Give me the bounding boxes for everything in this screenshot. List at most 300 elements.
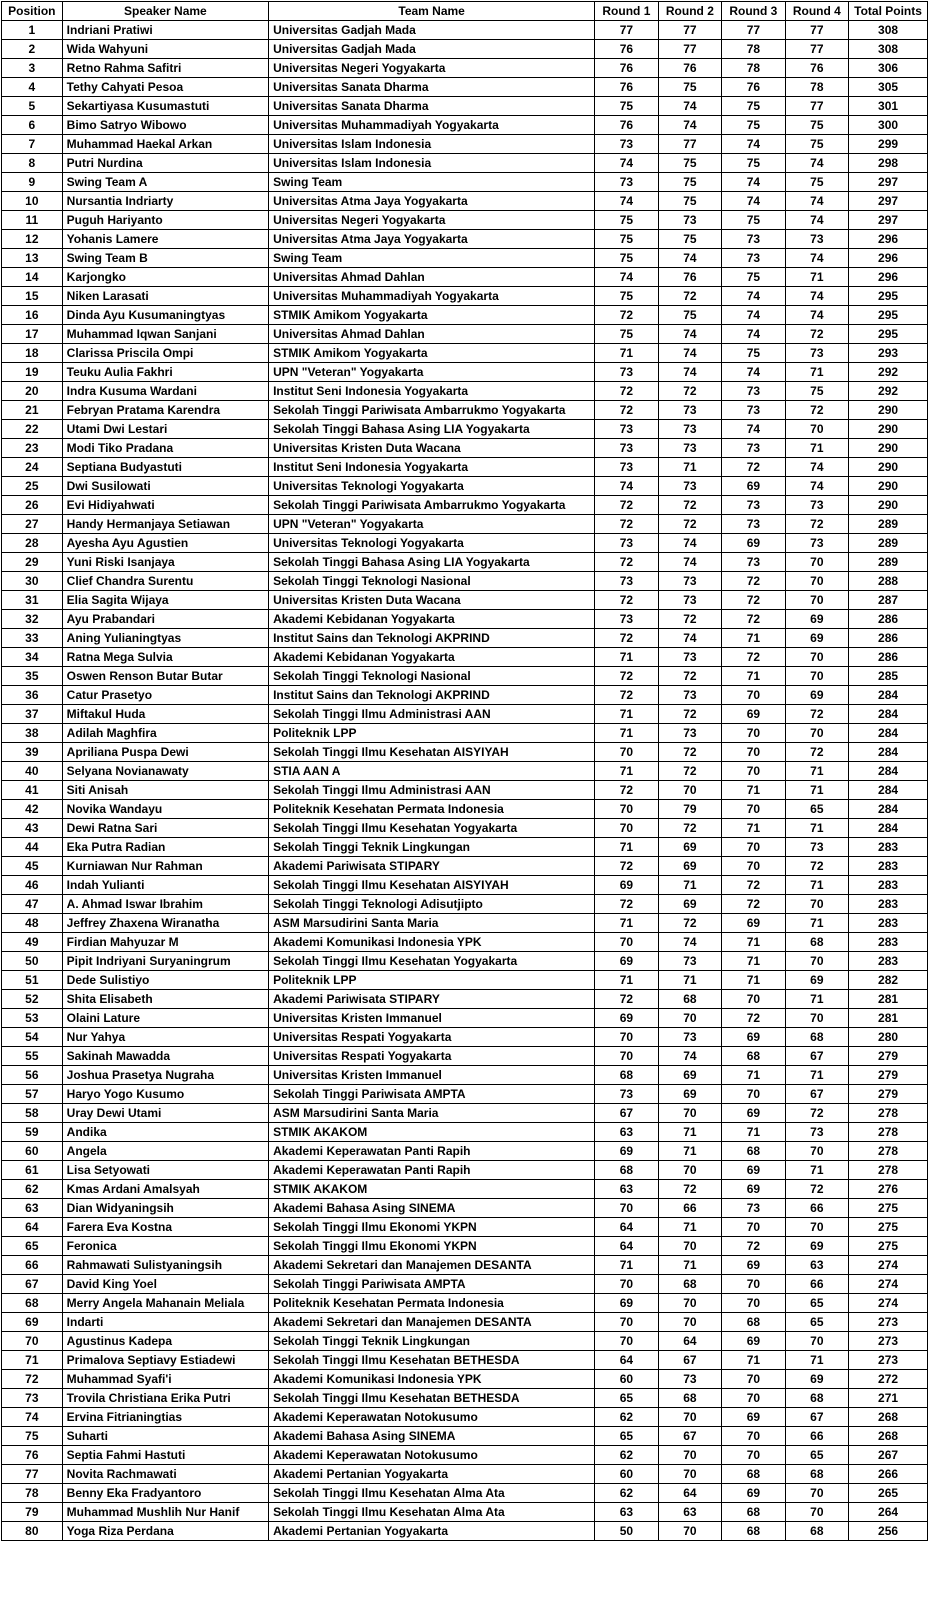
table-row <box>2 458 928 477</box>
speaker-name-cell: Kmas Ardani Amalsyah <box>62 1180 268 1199</box>
round-4-cell: 71 <box>785 819 848 838</box>
round-3-cell: 75 <box>722 344 785 363</box>
position-cell: 70 <box>2 1332 63 1351</box>
speaker-name-cell: Lisa Setyowati <box>62 1161 268 1180</box>
total-points-cell: 273 <box>849 1332 928 1351</box>
round-1-cell: 71 <box>595 724 658 743</box>
total-points-cell: 266 <box>849 1465 928 1484</box>
header-total-points: Total Points <box>849 2 928 21</box>
round-2-cell: 69 <box>658 857 721 876</box>
round-3-cell: 74 <box>722 325 785 344</box>
team-name-cell: Akademi Keperawatan Panti Rapih <box>269 1161 595 1180</box>
round-4-cell: 71 <box>785 268 848 287</box>
speaker-name-cell: Adilah Maghfira <box>62 724 268 743</box>
round-3-cell: 74 <box>722 173 785 192</box>
round-3-cell: 75 <box>722 154 785 173</box>
position-cell: 57 <box>2 1085 63 1104</box>
table-row <box>2 1237 928 1256</box>
speaker-name-cell: Handy Hermanjaya Setiawan <box>62 515 268 534</box>
round-1-cell: 72 <box>595 553 658 572</box>
team-name-cell: Sekolah Tinggi Pariwisata Ambarrukmo Yogyakarta <box>269 496 595 515</box>
round-2-cell: 72 <box>658 914 721 933</box>
table-row <box>2 287 928 306</box>
total-points-cell: 256 <box>849 1522 928 1541</box>
round-4-cell: 69 <box>785 971 848 990</box>
round-1-cell: 50 <box>595 1522 658 1541</box>
round-1-cell: 71 <box>595 705 658 724</box>
speaker-name-cell: Teuku Aulia Fakhri <box>62 363 268 382</box>
round-2-cell: 74 <box>658 249 721 268</box>
round-2-cell: 71 <box>658 458 721 477</box>
speaker-name-cell: Muhammad Iqwan Sanjani <box>62 325 268 344</box>
total-points-cell: 280 <box>849 1028 928 1047</box>
table-row <box>2 116 928 135</box>
total-points-cell: 290 <box>849 477 928 496</box>
round-2-cell: 74 <box>658 534 721 553</box>
round-1-cell: 71 <box>595 838 658 857</box>
round-2-cell: 75 <box>658 78 721 97</box>
position-cell: 52 <box>2 990 63 1009</box>
position-cell: 45 <box>2 857 63 876</box>
speaker-name-cell: Indra Kusuma Wardani <box>62 382 268 401</box>
round-2-cell: 73 <box>658 952 721 971</box>
position-cell: 38 <box>2 724 63 743</box>
round-2-cell: 73 <box>658 211 721 230</box>
round-2-cell: 73 <box>658 1028 721 1047</box>
total-points-cell: 268 <box>849 1427 928 1446</box>
total-points-cell: 271 <box>849 1389 928 1408</box>
total-points-cell: 308 <box>849 40 928 59</box>
total-points-cell: 289 <box>849 515 928 534</box>
round-4-cell: 75 <box>785 173 848 192</box>
table-row <box>2 1522 928 1541</box>
total-points-cell: 284 <box>849 743 928 762</box>
round-3-cell: 72 <box>722 458 785 477</box>
speaker-name-cell: Joshua Prasetya Nugraha <box>62 1066 268 1085</box>
round-2-cell: 72 <box>658 762 721 781</box>
round-4-cell: 73 <box>785 534 848 553</box>
speaker-name-cell: Sakinah Mawadda <box>62 1047 268 1066</box>
total-points-cell: 295 <box>849 306 928 325</box>
speaker-name-cell: Dewi Ratna Sari <box>62 819 268 838</box>
round-1-cell: 65 <box>595 1389 658 1408</box>
round-2-cell: 67 <box>658 1351 721 1370</box>
speaker-name-cell: Ayu Prabandari <box>62 610 268 629</box>
team-name-cell: Sekolah Tinggi Bahasa Asing LIA Yogyakarta <box>269 553 595 572</box>
round-2-cell: 79 <box>658 800 721 819</box>
round-1-cell: 72 <box>595 401 658 420</box>
round-2-cell: 66 <box>658 1199 721 1218</box>
position-cell: 40 <box>2 762 63 781</box>
round-4-cell: 74 <box>785 192 848 211</box>
team-name-cell: Politeknik LPP <box>269 724 595 743</box>
total-points-cell: 281 <box>849 990 928 1009</box>
total-points-cell: 301 <box>849 97 928 116</box>
table-row <box>2 1484 928 1503</box>
round-2-cell: 70 <box>658 1161 721 1180</box>
position-cell: 32 <box>2 610 63 629</box>
total-points-cell: 290 <box>849 458 928 477</box>
position-cell: 22 <box>2 420 63 439</box>
round-3-cell: 69 <box>722 1104 785 1123</box>
speaker-name-cell: Indriani Pratiwi <box>62 21 268 40</box>
round-2-cell: 74 <box>658 363 721 382</box>
round-2-cell: 71 <box>658 1142 721 1161</box>
round-1-cell: 70 <box>595 743 658 762</box>
round-4-cell: 68 <box>785 1028 848 1047</box>
round-1-cell: 75 <box>595 249 658 268</box>
round-4-cell: 70 <box>785 572 848 591</box>
team-name-cell: Universitas Muhammadiyah Yogyakarta <box>269 287 595 306</box>
speaker-name-cell: Merry Angela Mahanain Meliala <box>62 1294 268 1313</box>
round-1-cell: 72 <box>595 496 658 515</box>
team-name-cell: Sekolah Tinggi Ilmu Administrasi AAN <box>269 781 595 800</box>
round-1-cell: 72 <box>595 629 658 648</box>
round-3-cell: 71 <box>722 952 785 971</box>
round-1-cell: 73 <box>595 420 658 439</box>
round-4-cell: 78 <box>785 78 848 97</box>
round-4-cell: 72 <box>785 857 848 876</box>
round-2-cell: 74 <box>658 116 721 135</box>
round-4-cell: 71 <box>785 1161 848 1180</box>
round-3-cell: 74 <box>722 306 785 325</box>
round-4-cell: 68 <box>785 933 848 952</box>
round-1-cell: 67 <box>595 1104 658 1123</box>
table-row <box>2 1218 928 1237</box>
total-points-cell: 286 <box>849 648 928 667</box>
speaker-name-cell: Andika <box>62 1123 268 1142</box>
round-2-cell: 75 <box>658 230 721 249</box>
round-4-cell: 65 <box>785 1313 848 1332</box>
round-3-cell: 69 <box>722 1256 785 1275</box>
round-1-cell: 75 <box>595 287 658 306</box>
speaker-name-cell: Benny Eka Fradyantoro <box>62 1484 268 1503</box>
team-name-cell: Universitas Ahmad Dahlan <box>269 268 595 287</box>
table-row <box>2 743 928 762</box>
round-3-cell: 75 <box>722 211 785 230</box>
round-2-cell: 72 <box>658 496 721 515</box>
position-cell: 67 <box>2 1275 63 1294</box>
round-2-cell: 75 <box>658 173 721 192</box>
position-cell: 33 <box>2 629 63 648</box>
round-3-cell: 75 <box>722 97 785 116</box>
round-3-cell: 71 <box>722 781 785 800</box>
round-4-cell: 76 <box>785 59 848 78</box>
round-3-cell: 78 <box>722 40 785 59</box>
round-4-cell: 70 <box>785 553 848 572</box>
position-cell: 23 <box>2 439 63 458</box>
round-4-cell: 71 <box>785 363 848 382</box>
table-row <box>2 1370 928 1389</box>
round-2-cell: 74 <box>658 1047 721 1066</box>
team-name-cell: Universitas Respati Yogyakarta <box>269 1047 595 1066</box>
round-3-cell: 72 <box>722 895 785 914</box>
table-row <box>2 762 928 781</box>
round-4-cell: 72 <box>785 401 848 420</box>
round-3-cell: 70 <box>722 762 785 781</box>
speaker-name-cell: Wida Wahyuni <box>62 40 268 59</box>
table-row <box>2 1142 928 1161</box>
speaker-name-cell: Aning Yulianingtyas <box>62 629 268 648</box>
table-row <box>2 249 928 268</box>
speaker-name-cell: Nur Yahya <box>62 1028 268 1047</box>
position-cell: 6 <box>2 116 63 135</box>
round-4-cell: 71 <box>785 1351 848 1370</box>
header-round-1: Round 1 <box>595 2 658 21</box>
position-cell: 35 <box>2 667 63 686</box>
table-row <box>2 515 928 534</box>
round-4-cell: 69 <box>785 1370 848 1389</box>
round-3-cell: 78 <box>722 59 785 78</box>
total-points-cell: 284 <box>849 705 928 724</box>
round-1-cell: 69 <box>595 952 658 971</box>
total-points-cell: 278 <box>849 1142 928 1161</box>
round-4-cell: 74 <box>785 154 848 173</box>
round-2-cell: 75 <box>658 306 721 325</box>
speaker-name-cell: Bimo Satryo Wibowo <box>62 116 268 135</box>
table-row <box>2 21 928 40</box>
team-name-cell: Sekolah Tinggi Ilmu Kesehatan AISYIYAH <box>269 743 595 762</box>
round-1-cell: 69 <box>595 1009 658 1028</box>
speaker-name-cell: Tethy Cahyati Pesoa <box>62 78 268 97</box>
table-row <box>2 40 928 59</box>
total-points-cell: 278 <box>849 1161 928 1180</box>
round-3-cell: 70 <box>722 1218 785 1237</box>
round-3-cell: 73 <box>722 382 785 401</box>
table-row <box>2 1332 928 1351</box>
round-3-cell: 77 <box>722 21 785 40</box>
round-4-cell: 74 <box>785 458 848 477</box>
round-3-cell: 72 <box>722 1009 785 1028</box>
position-cell: 21 <box>2 401 63 420</box>
round-4-cell: 67 <box>785 1085 848 1104</box>
round-1-cell: 73 <box>595 135 658 154</box>
round-4-cell: 73 <box>785 838 848 857</box>
position-cell: 63 <box>2 1199 63 1218</box>
speaker-name-cell: Rahmawati Sulistyaningsih <box>62 1256 268 1275</box>
position-cell: 28 <box>2 534 63 553</box>
header-speaker-name: Speaker Name <box>62 2 268 21</box>
round-3-cell: 68 <box>722 1142 785 1161</box>
round-3-cell: 72 <box>722 1237 785 1256</box>
team-name-cell: STMIK Amikom Yogyakarta <box>269 306 595 325</box>
round-4-cell: 71 <box>785 762 848 781</box>
speaker-name-cell: Catur Prasetyo <box>62 686 268 705</box>
round-4-cell: 70 <box>785 724 848 743</box>
round-2-cell: 71 <box>658 1218 721 1237</box>
round-1-cell: 76 <box>595 40 658 59</box>
position-cell: 19 <box>2 363 63 382</box>
round-4-cell: 71 <box>785 1066 848 1085</box>
round-4-cell: 73 <box>785 496 848 515</box>
speaker-name-cell: Clief Chandra Surentu <box>62 572 268 591</box>
round-2-cell: 76 <box>658 268 721 287</box>
team-name-cell: Sekolah Tinggi Ilmu Ekonomi YKPN <box>269 1237 595 1256</box>
table-row <box>2 59 928 78</box>
round-1-cell: 70 <box>595 800 658 819</box>
round-1-cell: 71 <box>595 914 658 933</box>
round-3-cell: 72 <box>722 572 785 591</box>
total-points-cell: 290 <box>849 496 928 515</box>
round-2-cell: 69 <box>658 895 721 914</box>
round-1-cell: 60 <box>595 1465 658 1484</box>
total-points-cell: 297 <box>849 192 928 211</box>
round-1-cell: 63 <box>595 1180 658 1199</box>
team-name-cell: Sekolah Tinggi Teknologi Nasional <box>269 572 595 591</box>
round-2-cell: 72 <box>658 610 721 629</box>
total-points-cell: 284 <box>849 781 928 800</box>
speaker-name-cell: Clarissa Priscila Ompi <box>62 344 268 363</box>
total-points-cell: 300 <box>849 116 928 135</box>
round-3-cell: 69 <box>722 1408 785 1427</box>
round-2-cell: 70 <box>658 1237 721 1256</box>
round-4-cell: 70 <box>785 1332 848 1351</box>
round-1-cell: 70 <box>595 1199 658 1218</box>
round-1-cell: 73 <box>595 173 658 192</box>
round-3-cell: 74 <box>722 287 785 306</box>
team-name-cell: Akademi Keperawatan Notokusumo <box>269 1446 595 1465</box>
table-row <box>2 496 928 515</box>
position-cell: 42 <box>2 800 63 819</box>
round-3-cell: 71 <box>722 819 785 838</box>
speaker-name-cell: Sekartiyasa Kusumastuti <box>62 97 268 116</box>
round-1-cell: 60 <box>595 1370 658 1389</box>
round-3-cell: 70 <box>722 990 785 1009</box>
round-2-cell: 77 <box>658 21 721 40</box>
round-2-cell: 64 <box>658 1484 721 1503</box>
speaker-name-cell: Eka Putra Radian <box>62 838 268 857</box>
round-4-cell: 68 <box>785 1522 848 1541</box>
table-row <box>2 781 928 800</box>
total-points-cell: 284 <box>849 724 928 743</box>
team-name-cell: Universitas Sanata Dharma <box>269 78 595 97</box>
round-3-cell: 74 <box>722 420 785 439</box>
position-cell: 34 <box>2 648 63 667</box>
round-4-cell: 69 <box>785 629 848 648</box>
round-1-cell: 75 <box>595 325 658 344</box>
round-1-cell: 72 <box>595 591 658 610</box>
total-points-cell: 283 <box>849 952 928 971</box>
round-4-cell: 66 <box>785 1427 848 1446</box>
round-3-cell: 71 <box>722 933 785 952</box>
round-4-cell: 68 <box>785 1389 848 1408</box>
round-1-cell: 64 <box>595 1237 658 1256</box>
round-2-cell: 73 <box>658 648 721 667</box>
position-cell: 16 <box>2 306 63 325</box>
round-1-cell: 62 <box>595 1446 658 1465</box>
round-4-cell: 77 <box>785 21 848 40</box>
round-4-cell: 71 <box>785 439 848 458</box>
table-body <box>2 21 928 1541</box>
speaker-name-cell: Swing Team A <box>62 173 268 192</box>
total-points-cell: 285 <box>849 667 928 686</box>
position-cell: 53 <box>2 1009 63 1028</box>
total-points-cell: 279 <box>849 1085 928 1104</box>
team-name-cell: Universitas Kristen Duta Wacana <box>269 439 595 458</box>
speaker-name-cell: Karjongko <box>62 268 268 287</box>
round-4-cell: 70 <box>785 1484 848 1503</box>
round-2-cell: 70 <box>658 1522 721 1541</box>
total-points-cell: 305 <box>849 78 928 97</box>
round-3-cell: 75 <box>722 116 785 135</box>
round-3-cell: 71 <box>722 629 785 648</box>
team-name-cell: Akademi Komunikasi Indonesia YPK <box>269 1370 595 1389</box>
table-row <box>2 1351 928 1370</box>
total-points-cell: 273 <box>849 1351 928 1370</box>
team-name-cell: Sekolah Tinggi Ilmu Kesehatan Yogyakarta <box>269 952 595 971</box>
table-row <box>2 1427 928 1446</box>
round-1-cell: 69 <box>595 1142 658 1161</box>
speaker-name-cell: Niken Larasati <box>62 287 268 306</box>
round-3-cell: 76 <box>722 78 785 97</box>
round-3-cell: 69 <box>722 534 785 553</box>
position-cell: 8 <box>2 154 63 173</box>
header-team-name: Team Name <box>269 2 595 21</box>
round-3-cell: 70 <box>722 686 785 705</box>
table-row <box>2 553 928 572</box>
total-points-cell: 297 <box>849 173 928 192</box>
round-1-cell: 68 <box>595 1161 658 1180</box>
total-points-cell: 308 <box>849 21 928 40</box>
round-4-cell: 72 <box>785 1180 848 1199</box>
speaker-name-cell: Putri Nurdina <box>62 154 268 173</box>
table-row <box>2 363 928 382</box>
total-points-cell: 284 <box>849 819 928 838</box>
total-points-cell: 295 <box>849 287 928 306</box>
round-3-cell: 73 <box>722 249 785 268</box>
team-name-cell: Universitas Kristen Immanuel <box>269 1009 595 1028</box>
team-name-cell: Swing Team <box>269 249 595 268</box>
team-name-cell: Sekolah Tinggi Ilmu Administrasi AAN <box>269 705 595 724</box>
round-1-cell: 69 <box>595 1294 658 1313</box>
speaker-name-cell: Utami Dwi Lestari <box>62 420 268 439</box>
round-3-cell: 72 <box>722 591 785 610</box>
round-3-cell: 73 <box>722 401 785 420</box>
round-4-cell: 74 <box>785 306 848 325</box>
round-1-cell: 73 <box>595 363 658 382</box>
team-name-cell: Sekolah Tinggi Teknologi Adisutjipto <box>269 895 595 914</box>
total-points-cell: 274 <box>849 1294 928 1313</box>
table-row <box>2 306 928 325</box>
round-2-cell: 72 <box>658 382 721 401</box>
team-name-cell: Universitas Ahmad Dahlan <box>269 325 595 344</box>
total-points-cell: 283 <box>849 895 928 914</box>
table-row <box>2 1199 928 1218</box>
round-2-cell: 73 <box>658 1370 721 1389</box>
round-1-cell: 72 <box>595 515 658 534</box>
round-1-cell: 72 <box>595 857 658 876</box>
round-1-cell: 71 <box>595 1256 658 1275</box>
position-cell: 18 <box>2 344 63 363</box>
round-2-cell: 73 <box>658 572 721 591</box>
round-2-cell: 72 <box>658 743 721 762</box>
round-3-cell: 74 <box>722 363 785 382</box>
round-2-cell: 72 <box>658 667 721 686</box>
team-name-cell: Sekolah Tinggi Teknologi Nasional <box>269 667 595 686</box>
round-1-cell: 75 <box>595 211 658 230</box>
position-cell: 50 <box>2 952 63 971</box>
round-1-cell: 70 <box>595 819 658 838</box>
round-4-cell: 75 <box>785 135 848 154</box>
total-points-cell: 299 <box>849 135 928 154</box>
round-4-cell: 65 <box>785 1294 848 1313</box>
round-1-cell: 71 <box>595 648 658 667</box>
total-points-cell: 274 <box>849 1256 928 1275</box>
team-name-cell: Universitas Negeri Yogyakarta <box>269 211 595 230</box>
team-name-cell: STMIK AKAKOM <box>269 1123 595 1142</box>
round-4-cell: 75 <box>785 382 848 401</box>
table-row <box>2 1389 928 1408</box>
